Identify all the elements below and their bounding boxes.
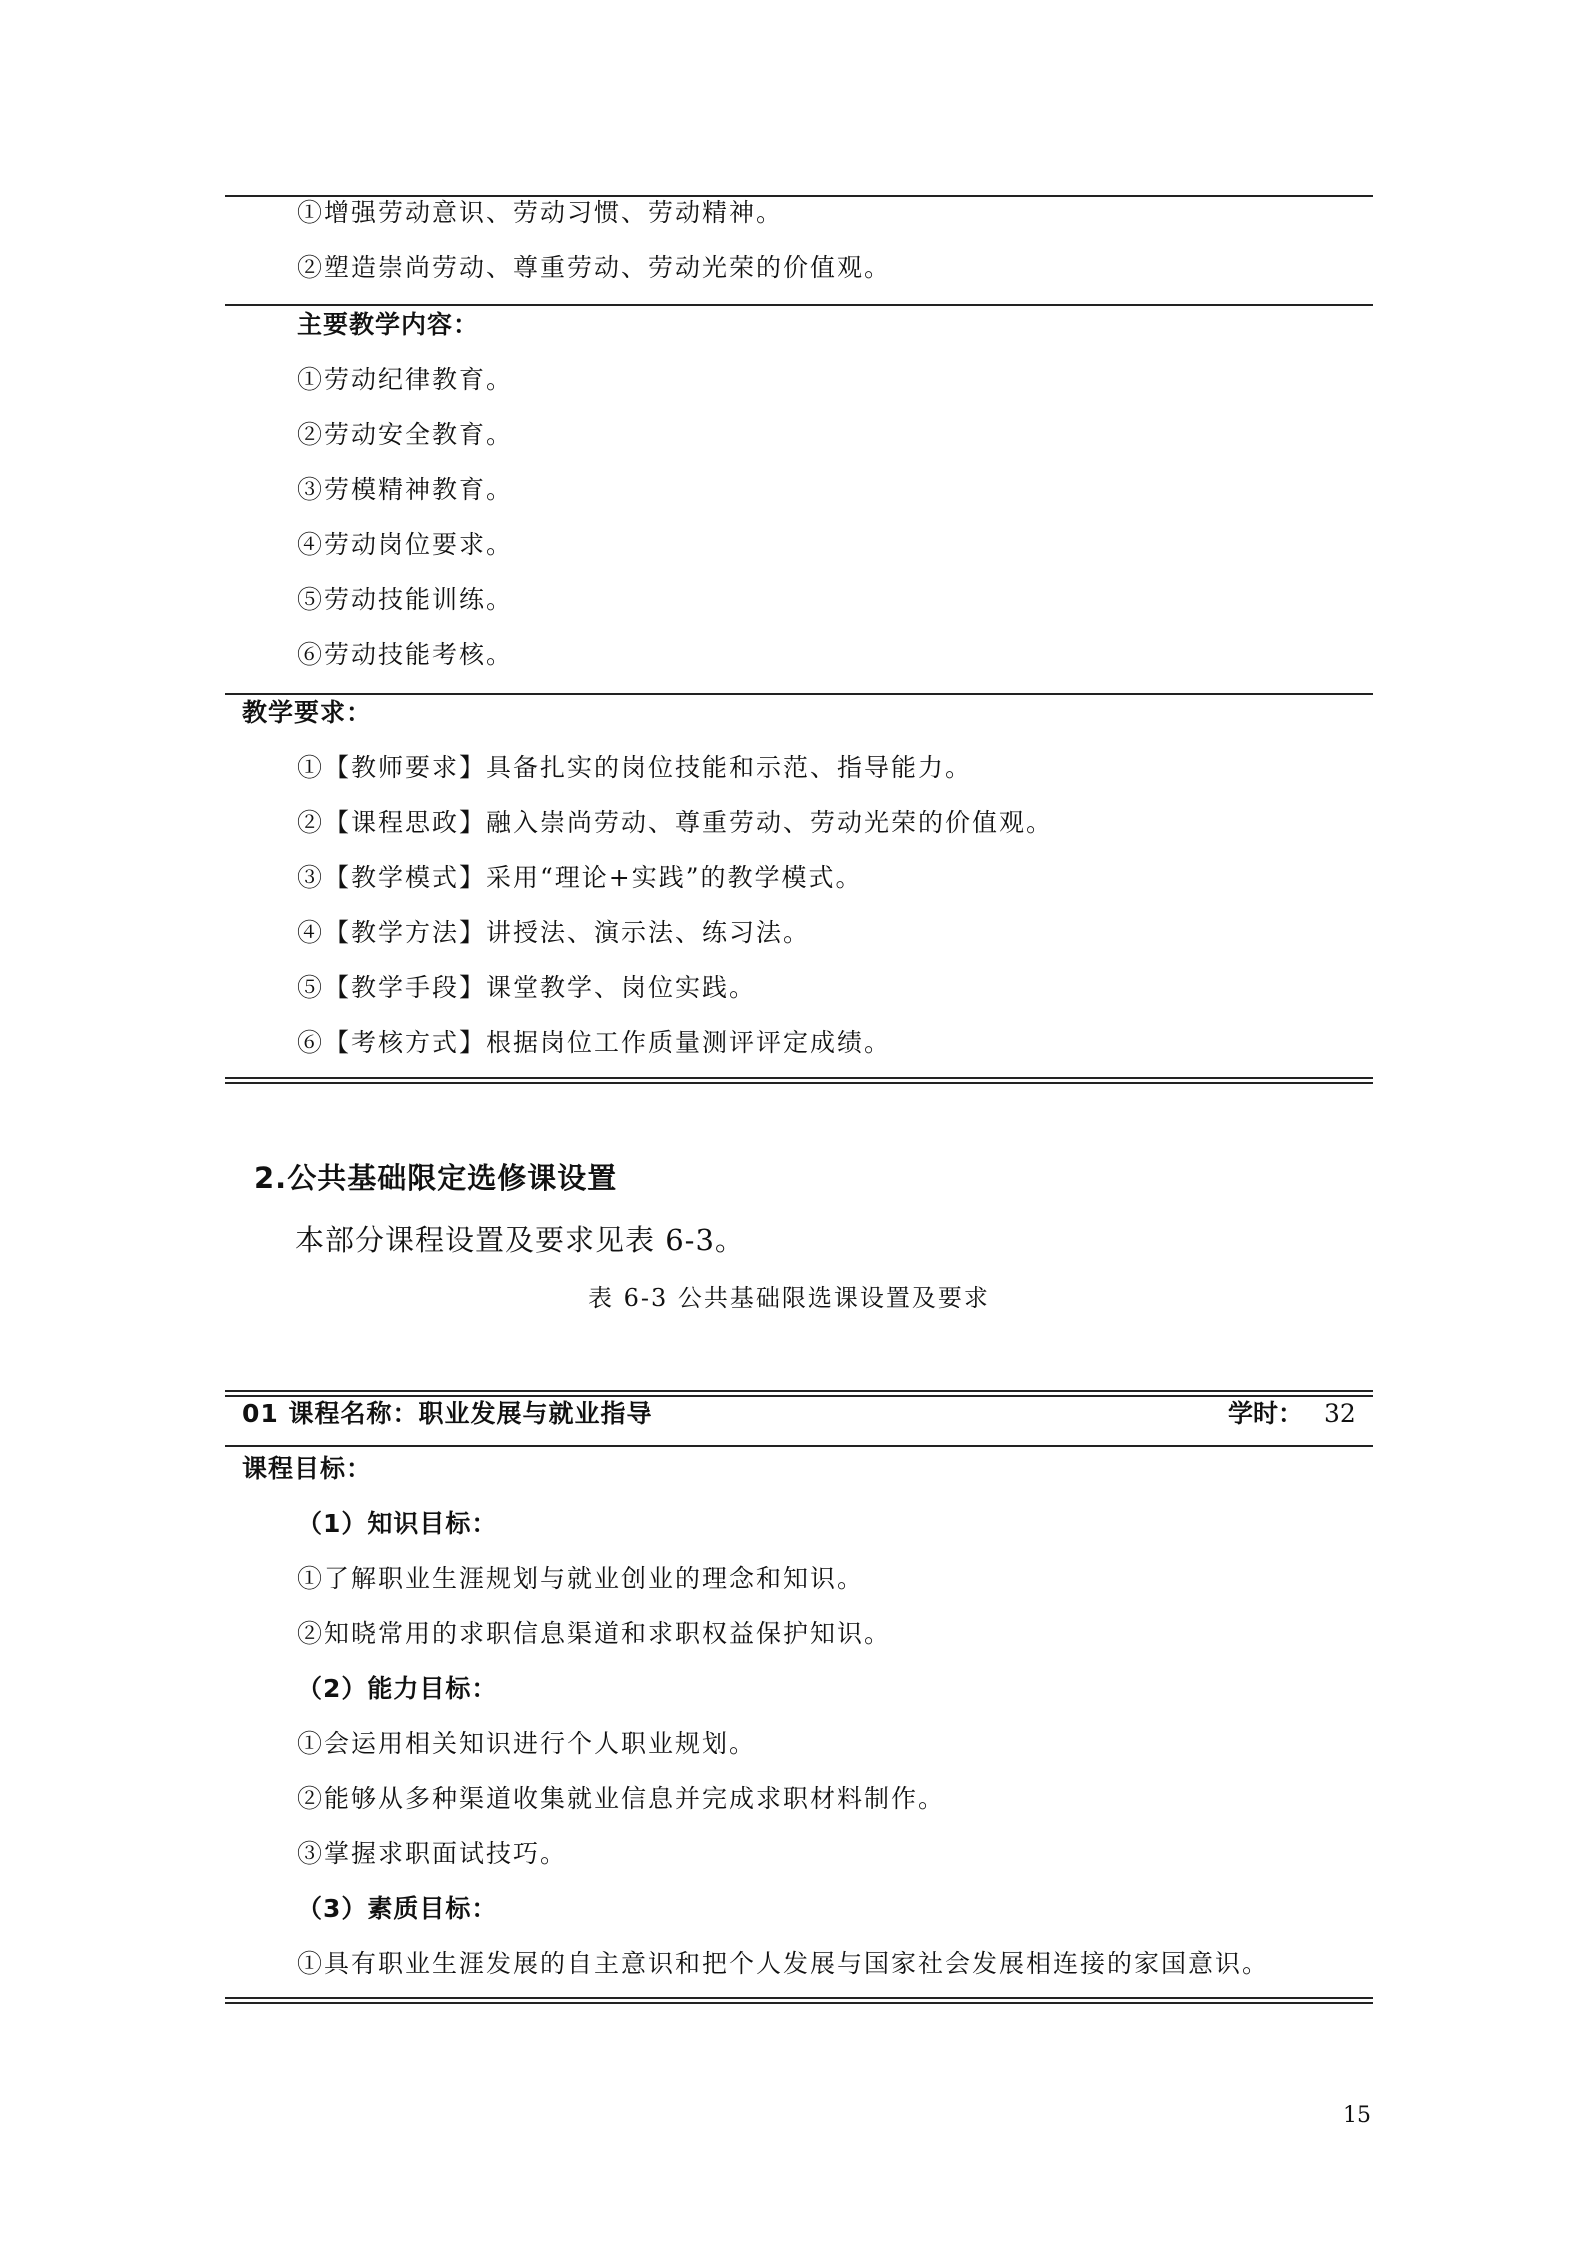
requirement-item: ①【教师要求】具备扎实的岗位技能和示范、指导能力。	[297, 753, 973, 782]
table-rule	[225, 1445, 1373, 1447]
ability-label: （2）能力目标：	[297, 1674, 498, 1703]
goal-item: ①增强劳动意识、劳动习惯、劳动精神。	[297, 198, 784, 227]
goal-item: ②塑造崇尚劳动、尊重劳动、劳动光荣的价值观。	[297, 253, 892, 282]
table-rule	[225, 195, 1373, 197]
table-rule	[225, 304, 1373, 306]
knowledge-item: ②知晓常用的求职信息渠道和求职权益保护知识。	[297, 1619, 892, 1648]
table-caption: 表 6-3 公共基础限选课设置及要求	[588, 1284, 990, 1312]
ability-item: ③掌握求职面试技巧。	[297, 1839, 568, 1868]
content-item: ②劳动安全教育。	[297, 420, 514, 449]
content-label: 主要教学内容：	[297, 310, 480, 339]
requirement-item: ②【课程思政】融入崇尚劳动、尊重劳动、劳动光荣的价值观。	[297, 808, 1054, 837]
course-title: 01 课程名称：职业发展与就业指导	[242, 1399, 653, 1428]
hours-value: 32	[1324, 1399, 1356, 1428]
content-item: ⑥劳动技能考核。	[297, 640, 514, 669]
quality-label: （3）素质目标：	[297, 1894, 498, 1923]
requirements-label: 教学要求：	[242, 698, 373, 727]
table-bottom-rule	[225, 1082, 1373, 1084]
content-item: ⑤劳动技能训练。	[297, 585, 514, 614]
section-intro: 本部分课程设置及要求见表 6-3。	[295, 1223, 745, 1257]
requirement-item: ④【教学方法】讲授法、演示法、练习法。	[297, 918, 811, 947]
table-top-rule	[225, 1395, 1373, 1397]
quality-item: ①具有职业生涯发展的自主意识和把个人发展与国家社会发展相连接的家国意识。	[297, 1949, 1270, 1978]
requirement-item: ③【教学模式】采用“理论+实践”的教学模式。	[297, 863, 863, 892]
ability-item: ②能够从多种渠道收集就业信息并完成求职材料制作。	[297, 1784, 946, 1813]
content-item: ④劳动岗位要求。	[297, 530, 514, 559]
table-rule	[225, 693, 1373, 695]
table-bottom-rule	[225, 1997, 1373, 1999]
section-heading: 2.公共基础限定选修课设置	[254, 1161, 618, 1195]
hours-label: 学时：	[1228, 1399, 1304, 1428]
table-bottom-rule	[225, 2002, 1373, 2004]
table-bottom-rule	[225, 1077, 1373, 1079]
content-item: ①劳动纪律教育。	[297, 365, 514, 394]
goals-label: 课程目标：	[242, 1454, 373, 1483]
requirement-item: ⑤【教学手段】课堂教学、岗位实践。	[297, 973, 757, 1002]
content-item: ③劳模精神教育。	[297, 475, 514, 504]
table-top-rule	[225, 1390, 1373, 1392]
requirement-item: ⑥【考核方式】根据岗位工作质量测评评定成绩。	[297, 1028, 892, 1057]
knowledge-label: （1）知识目标：	[297, 1509, 498, 1538]
knowledge-item: ①了解职业生涯规划与就业创业的理念和知识。	[297, 1564, 865, 1593]
ability-item: ①会运用相关知识进行个人职业规划。	[297, 1729, 757, 1758]
page-number: 15	[1343, 2103, 1371, 2128]
